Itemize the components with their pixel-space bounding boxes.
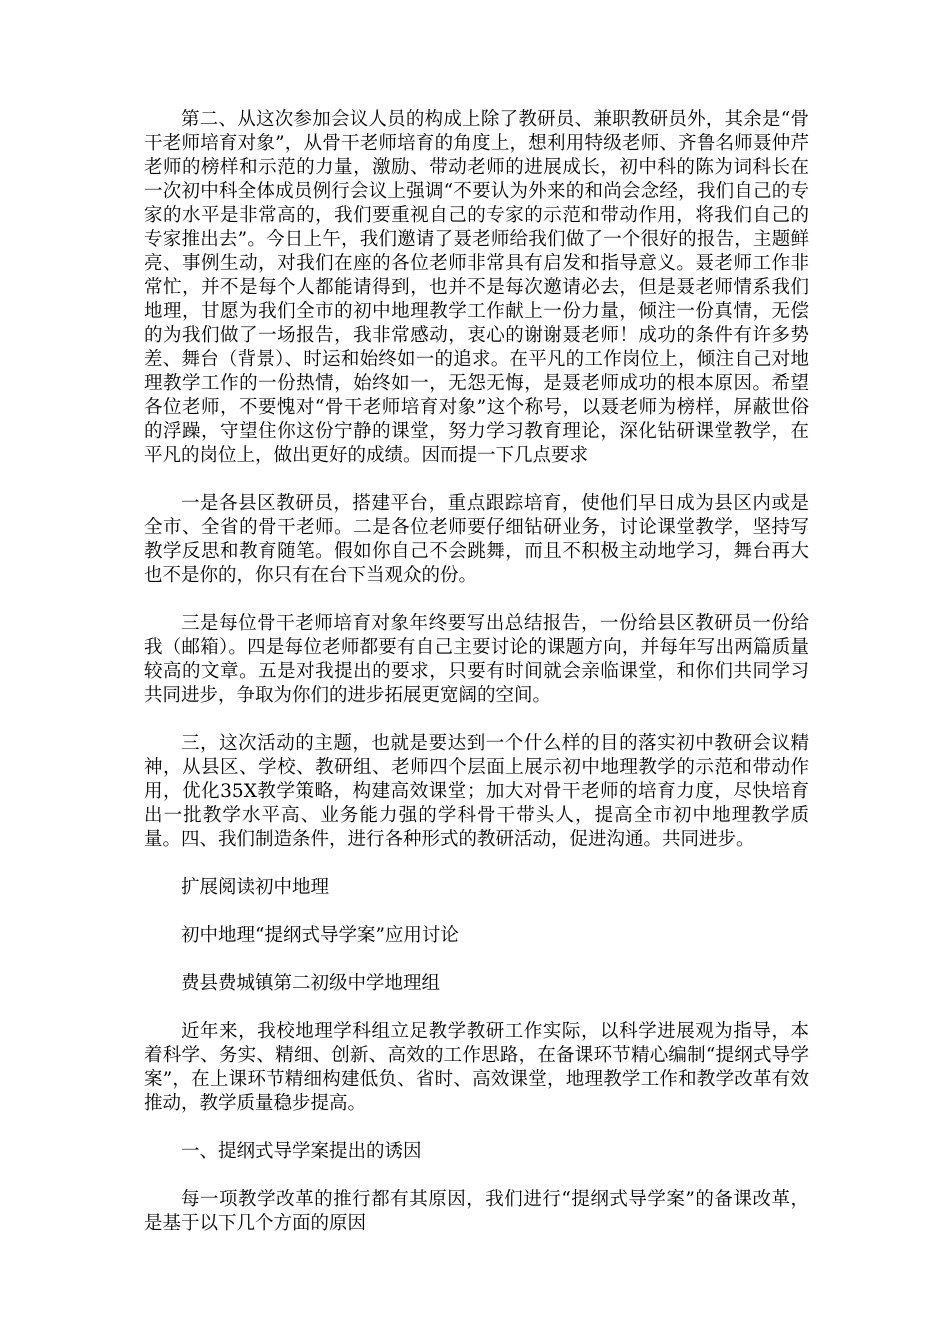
- heading-author-group: 费县费城镇第二初级中学地理组: [181, 973, 441, 994]
- document-page: [144, 108, 809, 1236]
- heading-section-1: 一、提纲式导学案提出的诱因: [181, 1141, 422, 1162]
- heading-extended-reading: 扩展阅读初中地理: [181, 877, 330, 898]
- paragraph-1: 第二、从这次参加会议人员的构成上除了教研员、兼职教研员外，其余是“骨干老师培育对象”，从骨干老师培育的角度上，想利用特级老师、齐鲁名师聂仲芹老师的榜样和示范的力量，激励、带动老师的进展成长，初中科的陈为词科长在一次初中科全体成员例行会议上强调“不要认为外来的和尚会念经，我们自己的专家的水平是非常高的，我们要重视自己的专家的示范和带动作用，将我们自己的专家推出去”。今日上午，我们邀请了聂老师给我们做了一个很好的报告，主题鲜亮、事例生动，对我们在座的各位老师非常具有启发和指导意义。聂老师工作非常忙，并不是每个人都能请得到，也并不是每次邀请必去，但是聂老师情系我们地理，甘愿为我们全市的初中地理教学工作献上一份力量，倾注一份真情，无偿的为我们做了一场报告，我非常感动，衷心的谢谢聂老师！成功的条件有许多势差、舞台（背景）、时运和始终如一的追求。在平凡的工作岗位上，倾注自己对地理教学工作的一份热情，始终如一，无怨无悔，是聂老师成功的根本原因。希望各位老师，不要愧对“骨干老师培育对象”这个称号，以聂老师为榜样，屏蔽世俗的浮躁，守望住你这份宁静的课堂，努力学习教育理论，深化钻研课堂教学，在平凡的岗位上，做出更好的成绩。因而提一下几点要求: [144, 109, 809, 466]
- paragraph-2: 一是各县区教研员，搭建平台，重点跟踪培育，使他们早日成为县区内或是全市、全省的骨干老师。二是各位老师要仔细钻研业务，讨论课堂教学，坚持写教学反思和教育随笔。假如你自己不会跳舞，而且不积极主动地学习，舞台再大也不是你的，你只有在台下当观众的份。: [144, 493, 809, 586]
- paragraph-3: 三是每位骨干老师培育对象年终要写出总结报告，一份给县区教研员一份给我（邮箱）。四是每位老师都要有自己主要讨论的课题方向，并每年写出两篇质量较高的文章。五是对我提出的要求，只要有时间就会亲临课堂，和你们共同学习共同进步，争取为你们的进步拓展更宽阔的空间。: [144, 613, 809, 706]
- paragraph-5: 近年来，我校地理学科组立足教学教研工作实际，以科学进展观为指导，本着科学、务实、精细、创新、高效的工作思路，在备课环节精心编制“提纲式导学案”，在上课环节精细构建低负、省时、高效课堂，地理教学工作和教学改革有效推动，教学质量稳步提高。: [144, 1021, 809, 1114]
- paragraph-6: 每一项教学改革的推行都有其原因，我们进行“提纲式导学案”的备课改革，是基于以下几个方面的原因: [144, 1189, 809, 1234]
- heading-article-title: 初中地理“提纲式导学案”应用讨论: [181, 925, 459, 946]
- paragraph-4: 三，这次活动的主题，也就是要达到一个什么样的目的落实初中教研会议精神，从县区、学校、教研组、老师四个层面上展示初中地理教学的示范和带动作用，优化35X教学策略，构建高效课堂；加大对骨干老师的培育力度，尽快培育出一批教学水平高、业务能力强的学科骨干带头人，提高全市初中地理教学质量。四、我们制造条件，进行各种形式的教研活动，促进沟通。共同进步。: [144, 733, 809, 850]
